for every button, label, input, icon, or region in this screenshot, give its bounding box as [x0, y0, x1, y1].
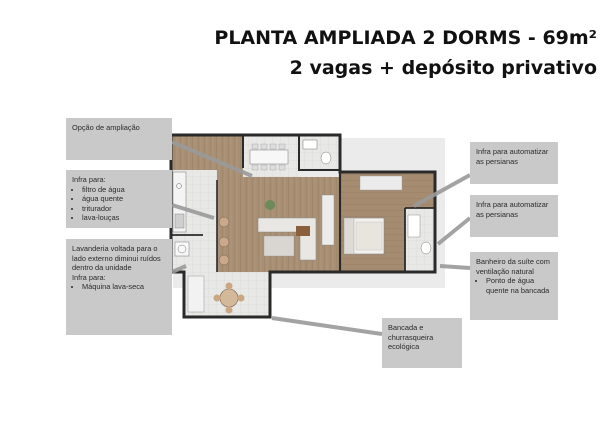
callout-kitchen-list: [72, 185, 166, 223]
callout-suite-bath-text: Banheiro da suíte com ventilação natural: [476, 257, 550, 276]
list-item: • triturador: [82, 204, 166, 214]
callout-kitchen: [66, 170, 172, 228]
callout-persianas-2-text: Infra para automatizar as persianas: [476, 200, 549, 219]
list-item: • Ponto de água quente na bancada: [486, 276, 552, 295]
page-title: PLANTA AMPLIADA 2 DORMS - 69m²: [214, 27, 597, 49]
callout-laundry-heading: Infra para:: [72, 272, 106, 282]
laundry-machine: [175, 242, 189, 256]
callout-persianas-2: [470, 195, 558, 237]
callout-laundry-list: [72, 282, 166, 292]
callout-laundry: [66, 239, 172, 335]
page-subtitle: 2 vagas + depósito privativo: [289, 57, 597, 79]
callout-bbq-text: Bancada e churrasqueira ecológica: [388, 323, 434, 352]
callout-persianas-1: [470, 142, 558, 184]
list-item: • Máquina lava-seca: [82, 282, 166, 292]
callout-kitchen-heading: Infra para:: [72, 175, 106, 184]
callout-laundry-text: Lavanderia voltada para o lado externo diminui ruídos dentro da unidade: [72, 244, 161, 273]
callout-suite-bath: [470, 252, 558, 320]
kitchen-stools: [219, 217, 229, 265]
callout-persianas-1-text: Infra para automatizar as persianas: [476, 147, 549, 166]
list-item: • filtro de água: [82, 185, 166, 195]
list-item: • água quente: [82, 194, 166, 204]
callout-ampliacao-text: Opção de ampliação: [72, 123, 140, 132]
callout-bbq: [382, 318, 462, 368]
kitchen-counter: [173, 172, 186, 232]
plant: [265, 200, 275, 210]
list-item: • lava-louças: [82, 213, 166, 223]
callout-suite-bath-list: [476, 276, 552, 295]
callout-ampliacao: [66, 118, 172, 160]
